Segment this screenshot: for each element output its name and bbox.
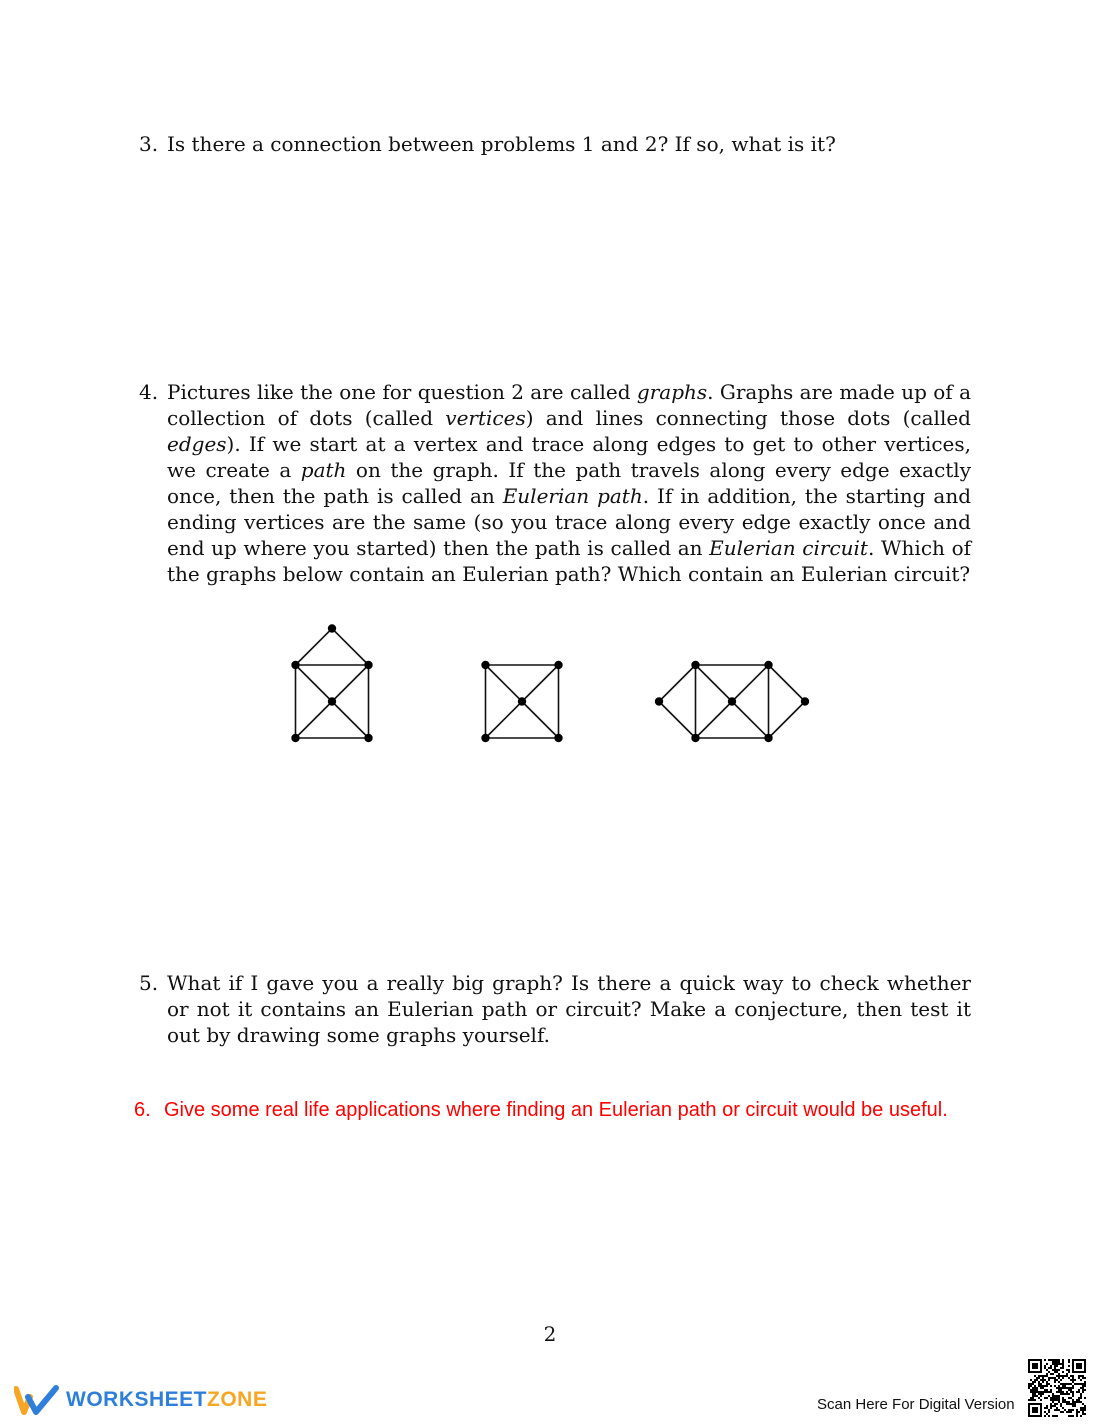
graph-edge bbox=[296, 629, 333, 666]
question-text: Is there a connection between problems 1 and 2? If so, what is it? bbox=[167, 132, 836, 156]
text-segment: . Which of the graphs below contain an Eulerian path? Which contain an Eulerian circuit? bbox=[167, 536, 972, 586]
scan-caption: Scan Here For Digital Version bbox=[817, 1396, 1015, 1413]
graph-edge bbox=[696, 665, 733, 702]
graph-edge bbox=[732, 665, 769, 702]
square-x-graph bbox=[481, 661, 562, 742]
graph-vertex bbox=[328, 624, 336, 632]
graph-edge bbox=[486, 702, 523, 739]
graph-vertex bbox=[328, 697, 336, 705]
text-segment: ). If we start at a vertex and trace along edges to get to other vertices, we create a bbox=[167, 432, 971, 482]
text-segment: ) and lines connecting those dots (called bbox=[525, 406, 971, 430]
question-5 bbox=[139, 970, 971, 1048]
graph-vertex bbox=[481, 661, 489, 669]
text-segment: on the graph. If the path travels along every edge exactly once, then the path is called an bbox=[167, 458, 971, 508]
question-number: 5. bbox=[139, 971, 159, 995]
house-graph bbox=[291, 624, 372, 742]
graph-edge bbox=[522, 702, 559, 739]
italic-term: vertices bbox=[445, 406, 526, 430]
italic-term: Eulerian circuit bbox=[709, 536, 868, 560]
italic-term: edges bbox=[167, 432, 227, 456]
graph-vertex bbox=[364, 661, 372, 669]
graph-edge bbox=[332, 665, 369, 702]
graph-vertex bbox=[764, 661, 772, 669]
italic-term: graphs bbox=[636, 380, 708, 404]
graph-edge bbox=[332, 702, 369, 739]
graph-vertex bbox=[481, 734, 489, 742]
italic-term: Eulerian path bbox=[502, 484, 643, 508]
graph-edge bbox=[659, 702, 696, 739]
graph-vertex bbox=[691, 734, 699, 742]
question-text: What if I gave you a really big graph? Is there a quick way to check whether or not it contains an Eulerian path or circuit? Make a conjecture, then test it out by drawing some graphs yourself. bbox=[167, 971, 971, 1047]
question-text: Give some real life applications where finding an Eulerian path or circuit would be useful. bbox=[164, 1099, 948, 1121]
text-segment: . If in addition, the starting and ending vertices are the same (so you trace along every edge exactly once and end up where you started) then the path is called an bbox=[167, 484, 971, 560]
brand-logo bbox=[14, 1382, 267, 1418]
brand-name: WORKSHEETZONE bbox=[66, 1388, 268, 1411]
text-segment: Pictures like the one for question 2 are called bbox=[167, 380, 637, 404]
graph-vertex bbox=[728, 697, 736, 705]
graph-edge bbox=[732, 702, 769, 739]
graph-edge bbox=[296, 665, 333, 702]
qr-code-icon[interactable] bbox=[1028, 1359, 1086, 1417]
graph-edge bbox=[296, 702, 333, 739]
graph-vertex bbox=[518, 697, 526, 705]
graph-vertex bbox=[291, 661, 299, 669]
graph-edge bbox=[486, 665, 523, 702]
italic-term: path bbox=[300, 458, 347, 482]
graph-vertex bbox=[554, 734, 562, 742]
graph-vertex bbox=[554, 661, 562, 669]
graph-vertex bbox=[691, 661, 699, 669]
graph-vertex bbox=[655, 697, 663, 705]
graph-edge bbox=[769, 702, 806, 739]
double-diamond-graph bbox=[655, 661, 809, 742]
question-6 bbox=[134, 1097, 1034, 1123]
graph-vertex bbox=[764, 734, 772, 742]
graph-edge bbox=[332, 629, 369, 666]
graph-edge bbox=[522, 665, 559, 702]
graph-edge bbox=[696, 702, 733, 739]
text-segment: . Graphs are made up of a collection of dots (called bbox=[167, 380, 972, 430]
worksheetzone-logo-icon bbox=[14, 1385, 60, 1415]
graph-edge bbox=[769, 665, 806, 702]
question-number: 4. bbox=[139, 380, 159, 404]
page-number: 2 bbox=[543, 1322, 557, 1346]
question-number: 6. bbox=[134, 1099, 151, 1121]
graph-vertex bbox=[801, 697, 809, 705]
graph-vertex bbox=[364, 734, 372, 742]
question-number: 3. bbox=[139, 132, 159, 156]
graph-edge bbox=[659, 665, 696, 702]
graph-vertex bbox=[291, 734, 299, 742]
